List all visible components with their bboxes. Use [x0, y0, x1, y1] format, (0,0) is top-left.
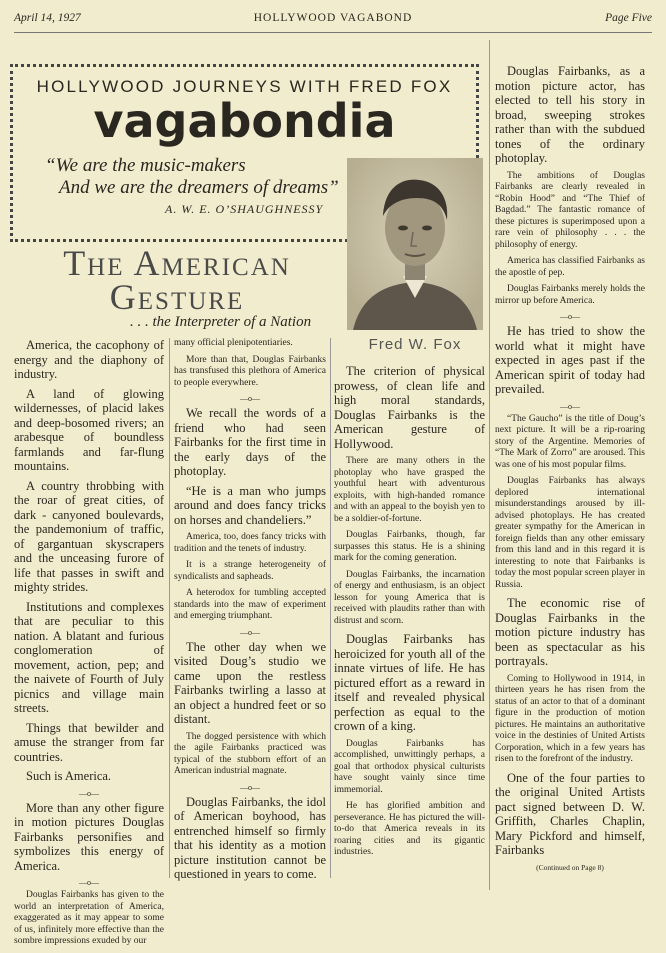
separator: —o—: [240, 627, 260, 637]
paragraph: Institutions and complexes that are peculiar to this nation. A blatant and furious conglomeration of movement, action, pep; and the naivete of Fourth of July picnics and village main streets.: [14, 599, 164, 715]
paragraph: More than that, Douglas Fairbanks has transfused this plethora of America to people everywhere.: [174, 354, 326, 388]
paragraph: One of the four parties to the original United Artists pact signed between D. W. Griffith, Charles Chaplin, Mary Pickford and himself, Fairbanks: [495, 770, 645, 857]
paragraph: More than any other figure in motion pictures Douglas Fairbanks personifies and symbolizes this energy of America.: [14, 800, 164, 873]
paragraph: Douglas Fairbanks merely holds the mirror up before America.: [495, 284, 645, 306]
paragraph: We recall the words of a friend who had seen Fairbanks for the first time in the early days of the photoplay.: [174, 406, 326, 478]
column-3: [334, 364, 485, 864]
paragraph: The dogged persistence with which the agile Fairbanks practiced was typical of the stubborn effort of an American industrial magnate.: [174, 731, 326, 776]
column-rule: [330, 338, 331, 878]
column-2: [174, 338, 326, 887]
column-rule: [169, 338, 170, 878]
paragraph: It is a strange heterogeneity of syndicalists and sapheads.: [174, 560, 326, 582]
paragraph: The ambitions of Douglas Fairbanks are clearly revealed in “Robin Hood” and “The Thief of Bagdad.” The fantastic romance of these pictures is superimposed upon a rare vein of philosophy . . . the philosophy of energy.: [495, 170, 645, 250]
paragraph: The other day when we visited Doug’s studio we came upon the restless Fairbanks twirling a lasso at an object a hundred feet or so distant.: [174, 639, 326, 726]
page-header: [14, 10, 652, 33]
paragraph: “He is a man who jumps around and does fancy tricks on horses and chandeliers.”: [174, 483, 326, 527]
separator: —o—: [79, 788, 99, 798]
separator: —o—: [79, 878, 99, 887]
banner-vagabondia: vagabondia: [93, 94, 396, 148]
paragraph: He has tried to show the world what it might have expected in ages past if the American spirit of today had prevailed.: [495, 324, 645, 396]
paragraph: Douglas Fairbanks, though, far surpasses this status. He is a shining mark for the coming generation.: [334, 530, 485, 563]
column-rule: [489, 40, 490, 890]
paragraph: There are many others in the photoplay who have grasped the youthful heart with adventurous exploits, with high-handed romance and with an appeal to the boyish yen to be a soldier-of-fortune.: [334, 456, 485, 524]
paragraph: The criterion of physical prowess, of clean life and high moral standards, Douglas Fairbanks is the American gesture of Hollywood.: [334, 364, 485, 451]
paragraph: America has classified Fairbanks as the apostle of pep.: [495, 256, 645, 278]
paragraph: Douglas Fairbanks has always deplored international misunderstandings aroused by ill-advised photoplays. He has created greater sympathy for the American in foreign fields than any other emissary from this land and in this regard it is interesting to note that Fairbanks is today the most popular screen player in Russia.: [495, 476, 645, 590]
publication-title: HOLLYWOOD VAGABOND: [253, 12, 413, 24]
column-1: [14, 338, 164, 953]
paragraph: The economic rise of Douglas Fairbanks in the motion picture industry has been as spectacular as his portrayals.: [495, 596, 645, 668]
title-line-2: Gesture: [109, 277, 245, 317]
photo-caption: Fred W. Fox: [368, 336, 462, 353]
quote-author: A. W. E. O’SHAUGHNESSY: [165, 202, 324, 216]
paragraph: Such is America.: [26, 769, 112, 783]
article-title: [22, 243, 332, 317]
article-subtitle: . . . the Interpreter of a Nation: [130, 314, 312, 330]
separator: —o—: [560, 312, 580, 321]
paragraph: Douglas Fairbanks, as a motion picture actor, has elected to tell his story in broad, sweeping strokes rather than with the subdued tones of the ordinary photoplay.: [495, 64, 645, 165]
paragraph: A land of glowing wildernesses, of placid lakes and deep-bosomed rivers; an arabesque of boundless farmlands and far-flung mountains.: [14, 386, 164, 473]
paragraph: Douglas Fairbanks has heroicized for youth all of the innate virtues of life. He has pictured effort as a reward in itself and revealed physical perfection as equal to the crown of a king.: [334, 632, 485, 733]
banner-journeys-line: HOLLYWOOD JOURNEYS WITH FRED FOX: [36, 77, 453, 96]
title-line-1: The American: [63, 243, 291, 283]
paragraph: Douglas Fairbanks has accomplished, unwittingly perhaps, a goal that orthodox physical culturists have sought vainly since time immemorial.: [334, 738, 485, 795]
page-number: Page Five: [605, 12, 652, 24]
paragraph: Coming to Hollywood in 1914, in thirteen years he has risen from the status of an actor to that of a dominant figure in the production of motion pictures. He maintains an authoritative voice in the destinies of United Artists Corporation, which in a few years has risen to the forefront of the industry.: [495, 673, 645, 764]
separator: —o—: [240, 782, 260, 792]
issue-date: April 14, 1927: [14, 12, 81, 24]
separator: —o—: [560, 401, 580, 411]
paragraph: He has glorified ambition and perseverance. He has pictured the will-to-do that America reveals in its roaring cities and its gigantic industries.: [334, 801, 485, 857]
paragraph: many official plenipotentiaries.: [174, 338, 293, 348]
author-portrait-photo: [347, 158, 483, 330]
paragraph: Things that bewilder and amuse the stranger from far countries.: [14, 720, 164, 764]
paragraph: Douglas Fairbanks, the incarnation of energy and enthusiasm, is an object lesson for young America that is received with plaudits rather than with distrust and scorn.: [334, 569, 485, 626]
paragraph: America, the cacophony of energy and the diaphony of industry.: [14, 338, 164, 381]
paragraph: “The Gaucho” is the title of Doug’s next picture. It will be a rip-roaring story of the Argentine. Memories of “The Mark of Zorro” are aroused. This was one of his most popular films.: [495, 413, 645, 470]
separator: —o—: [240, 394, 260, 403]
paragraph: Douglas Fairbanks, the idol of American boyhood, has entrenched himself so firmly that his identity as a motion picture institution cannot be questioned in years to come.: [174, 794, 326, 881]
continued-note: (Continued on Page 8): [536, 862, 604, 872]
paragraph: Douglas Fairbanks has given to the world an interpretation of America, exaggerated as it may appear to some of us, infinitely more effective than the sombre impressions exuded by our: [14, 890, 164, 946]
paragraph: A country throbbing with the roar of great cities, of dark - canyoned boulevards, the pandemonium of traffic, of gargantuan skyscrapers and the unceasing furore of life that passes in swift and mighty strides.: [14, 478, 164, 594]
paragraph: America, too, does fancy tricks with tradition and the tenets of industry.: [174, 532, 326, 554]
column-4: [495, 64, 645, 872]
quote-line-1: “We are the music-makers: [45, 155, 246, 176]
quote-line-2: And we are the dreamers of dreams”: [59, 177, 339, 198]
paragraph: A heterodox for tumbling accepted standards into the maw of experiment and emerging triumphant.: [174, 588, 326, 621]
